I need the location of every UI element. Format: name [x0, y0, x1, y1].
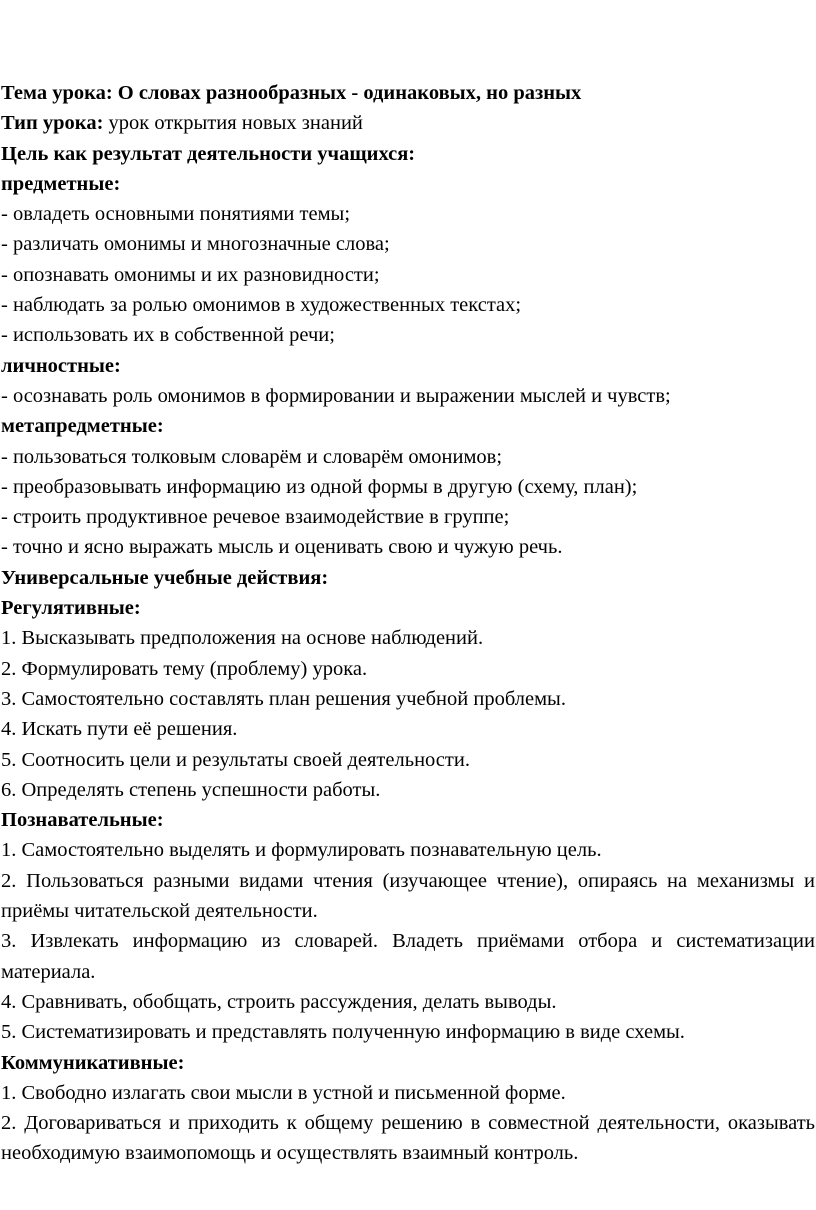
meta-heading: метапредметные: [1, 415, 164, 438]
goal-heading: Цель как результат деятельности учащихся: [1, 142, 416, 165]
list-item: 1. Свободно излагать свои мысли в устной и письменной форме. [1, 1081, 566, 1104]
lesson-topic-value: О словах разнообразных - одинаковых, но разных [117, 82, 582, 104]
lesson-topic-label: Тема урока: [1, 82, 118, 104]
list-item: - преобразовывать информацию из одной формы в другую (схему, план); [1, 475, 638, 498]
list-item: - наблюдать за ролью омонимов в художественных текстах; [1, 294, 522, 317]
document-page [1, 78, 815, 1169]
lesson-type [1, 108, 815, 138]
list-item: - различать омонимы и многозначные слова; [1, 233, 390, 256]
list-item: 3. Извлекать информацию из словарей. Владеть приёмами отбора и систематизации материала. [1, 930, 815, 983]
lesson-type-label: Тип урока: [1, 112, 104, 135]
uud-heading: Универсальные учебные действия: [1, 566, 329, 589]
list-item: 4. Сравнивать, обобщать, строить рассуждения, делать выводы. [1, 990, 557, 1013]
personal-heading: личностные: [1, 354, 121, 377]
list-item: 2. Формулировать тему (проблему) урока. [1, 657, 368, 680]
list-item: 4. Искать пути её решения. [1, 718, 238, 741]
list-item: 6. Определять степень успешности работы. [1, 778, 381, 801]
list-item: 2. Пользоваться разными видами чтения (изучающее чтение), опираясь на механизмы и приёмы читательской деятельности. [1, 869, 815, 923]
list-item: - пользоваться толковым словарём и словарём омонимов; [1, 445, 503, 468]
list-item: 5. Соотносить цели и результаты своей деятельности. [1, 748, 470, 771]
subject-heading: предметные: [1, 172, 121, 195]
lesson-topic [1, 78, 815, 108]
cognitive-heading: Познавательные: [1, 809, 164, 832]
list-item: - опознавать омонимы и их разновидности; [1, 263, 380, 286]
list-item: - точно и ясно выражать мысль и оценивать свою и чужую речь. [1, 536, 563, 559]
communicative-heading: Коммуникативные: [1, 1051, 185, 1074]
list-item: 5. Систематизировать и представлять полученную информацию в виде схемы. [1, 1021, 685, 1044]
list-item: - осознавать роль омонимов в формировании и выражении мыслей и чувств; [1, 384, 671, 407]
lesson-type-value: урок открытия новых знаний [103, 112, 363, 135]
list-item: - овладеть основными понятиями темы; [1, 203, 351, 226]
list-item: 2. Договариваться и приходить к общему решению в совместной деятельности, оказывать необходимую взаимопомощь и осуществлять взаимный контроль. [1, 1112, 815, 1165]
list-item: - строить продуктивное речевое взаимодействие в группе; [1, 506, 510, 529]
list-item: 1. Высказывать предположения на основе наблюдений. [1, 627, 484, 650]
list-item: 3. Самостоятельно составлять план решения учебной проблемы. [1, 687, 566, 710]
regulatory-heading: Регулятивные: [1, 597, 141, 620]
list-item: 1. Самостоятельно выделять и формулировать познавательную цель. [1, 839, 602, 862]
list-item: - использовать их в собственной речи; [1, 324, 335, 347]
